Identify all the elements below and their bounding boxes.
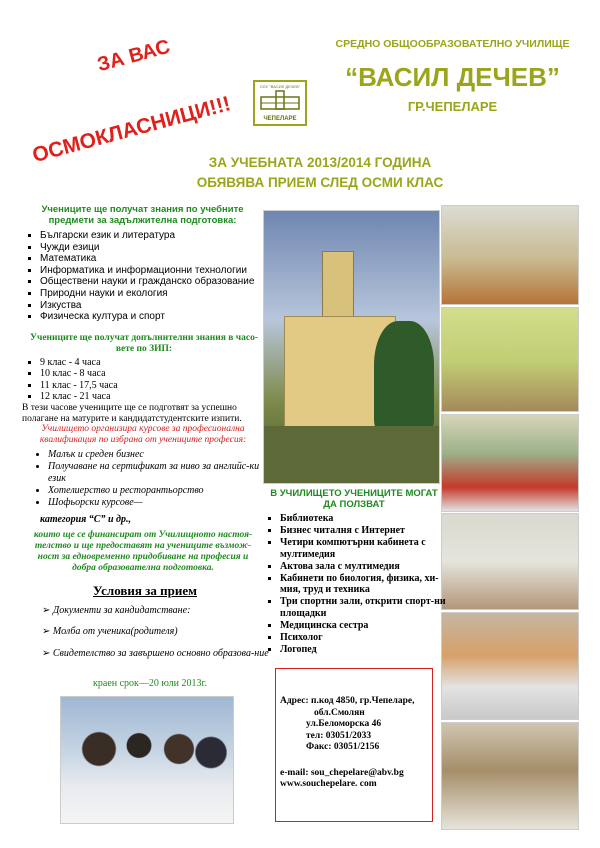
school-type: СРЕДНО ОБЩООБРАЗОВАТЕЛНО УЧИЛИЩЕ <box>335 38 570 50</box>
slogan-line2: ОСМОКЛАСНИЦИ!!! <box>30 92 234 168</box>
list-item: • Шофьорски курсове— <box>48 497 276 509</box>
list-item: ▪ Изкуства <box>40 300 280 312</box>
slogan-line1: ЗА ВАС <box>95 35 173 77</box>
students-photo <box>441 612 579 720</box>
list-item: • Малък и среден бизнес <box>48 449 276 461</box>
logo-bottom-text: ЧЕПЕЛАРЕ <box>263 116 297 122</box>
logo-top-text: СОУ "ВАСИЛ ДЕЧЕВ" <box>259 84 301 89</box>
list-item: ▪ Природни науки и екология <box>40 288 280 300</box>
contact-street: ул.Беломорска 46 <box>306 719 382 729</box>
subjects-intro: Учениците ще получат знания по учебните предмети за задължителна подготовка: <box>41 204 244 226</box>
list-item: ▪ Чужди езици <box>40 242 280 254</box>
list-item: ▪ Библиотека <box>280 513 458 525</box>
courses-list <box>30 449 276 509</box>
conditions-list <box>40 600 273 659</box>
subjects-list <box>22 230 280 323</box>
facilities-list <box>262 513 458 656</box>
extra-intro: Учениците ще получат допълнителни знания в часо-вете по ЗИП: <box>29 333 259 354</box>
list-item: ▪ Три спортни зали, открити спорт-ни площадки <box>280 596 458 620</box>
contact-website[interactable]: www.souchepelare. com <box>280 779 377 789</box>
contact-email[interactable]: e-mail: sou_chepelare@abv.bg <box>280 767 404 778</box>
extra-note: В тези часове учениците ще се подготвят за успешно полагане на матурите и кандидатстудентските изпити. <box>22 403 242 424</box>
courses-intro: Училището организира курсове за професионална квалификация по избрана от учениците професия: <box>39 424 247 445</box>
list-item: ▪ 10 клас - 8 часа <box>40 368 240 379</box>
list-item: ▪ Български език и литература <box>40 230 280 242</box>
extra-hours-list <box>22 357 240 402</box>
school-building-photo <box>263 210 440 484</box>
conditions-title: Условия за прием <box>93 583 197 598</box>
list-item: ▪ Психолог <box>280 632 458 644</box>
list-item: ▪ Актова зала с мултимедия <box>280 561 458 573</box>
school-name: “ВАСИЛ ДЕЧЕВ” <box>345 62 560 92</box>
school-building-icon <box>255 89 305 111</box>
list-item: ▪ Информатика и информационни технологии <box>40 265 280 277</box>
list-item: ▪ Логопед <box>280 644 458 656</box>
deadline: краен срок—20 юли 2013г. <box>93 678 207 689</box>
list-item: ➢ Свидетелство за завършено основно образова-ние <box>58 648 273 659</box>
facilities-title: В УЧИЛИЩЕТО УЧЕНИЦИТЕ МОГАТ ДА ПОЛЗВАТ <box>270 488 438 510</box>
group-photo <box>60 696 234 824</box>
list-item: ▪ Медицинска сестра <box>280 620 458 632</box>
contact-region: обл.Смолян <box>314 707 365 718</box>
library-photo <box>441 722 579 830</box>
contact-box <box>275 668 433 822</box>
contact-phone: тел: 03051/2033 <box>306 730 372 741</box>
classroom-photo-1 <box>441 205 579 305</box>
list-item: ▪ Кабинети по биология, физика, хи-мия, труд и техника <box>280 573 458 597</box>
school-city: ГР.ЧЕПЕЛАРЕ <box>407 99 498 114</box>
contact-fax: Факс: 03051/2156 <box>306 742 380 752</box>
list-item: ▪ Математика <box>40 253 280 265</box>
list-item: • Хотелиерство и ресторантьорство <box>48 485 276 497</box>
courses-category: категория “С” и др., <box>40 514 132 525</box>
list-item: ▪ 9 клас - 4 часа <box>40 357 240 368</box>
computer-lab-photo <box>441 307 579 412</box>
courses-funding: които ще се финансират от Училищното настоя-телство и ще предоставят на учениците възмож-ност за едновременно придобиване на професия и добра образователна подготовка. <box>33 530 253 573</box>
list-item: ▪ Физическа култура и спорт <box>40 311 280 323</box>
list-item: ▪ Обществени науки и гражданско образование <box>40 276 280 288</box>
classroom-photo-2 <box>441 414 579 512</box>
contact-address: Адрес: п.код 4850, гр.Чепеларе, <box>280 696 415 706</box>
list-item: ▪ Бизнес читалня с Интернет <box>280 525 458 537</box>
headline-admission: ОБЯВЯВА ПРИЕМ СЛЕД ОСМИ КЛАС <box>196 175 444 190</box>
list-item: ➢ Документи за кандидатстване: <box>58 600 273 621</box>
list-item: ▪ Четири компютърни кабинета с мултимедия <box>280 537 458 561</box>
school-logo <box>253 80 307 126</box>
list-item: ➢ Молба от ученика(родителя) <box>58 621 273 642</box>
list-item: ▪ 11 клас - 17,5 часа <box>40 380 240 391</box>
list-item: • Получаване на сертификат за ниво за английс-ки език <box>48 461 276 485</box>
headline-year: ЗА УЧЕБНАТА 2013/2014 ГОДИНА <box>208 155 432 170</box>
classroom-photo-3 <box>441 513 579 610</box>
list-item: ▪ 12 клас - 21 часа <box>40 391 240 402</box>
